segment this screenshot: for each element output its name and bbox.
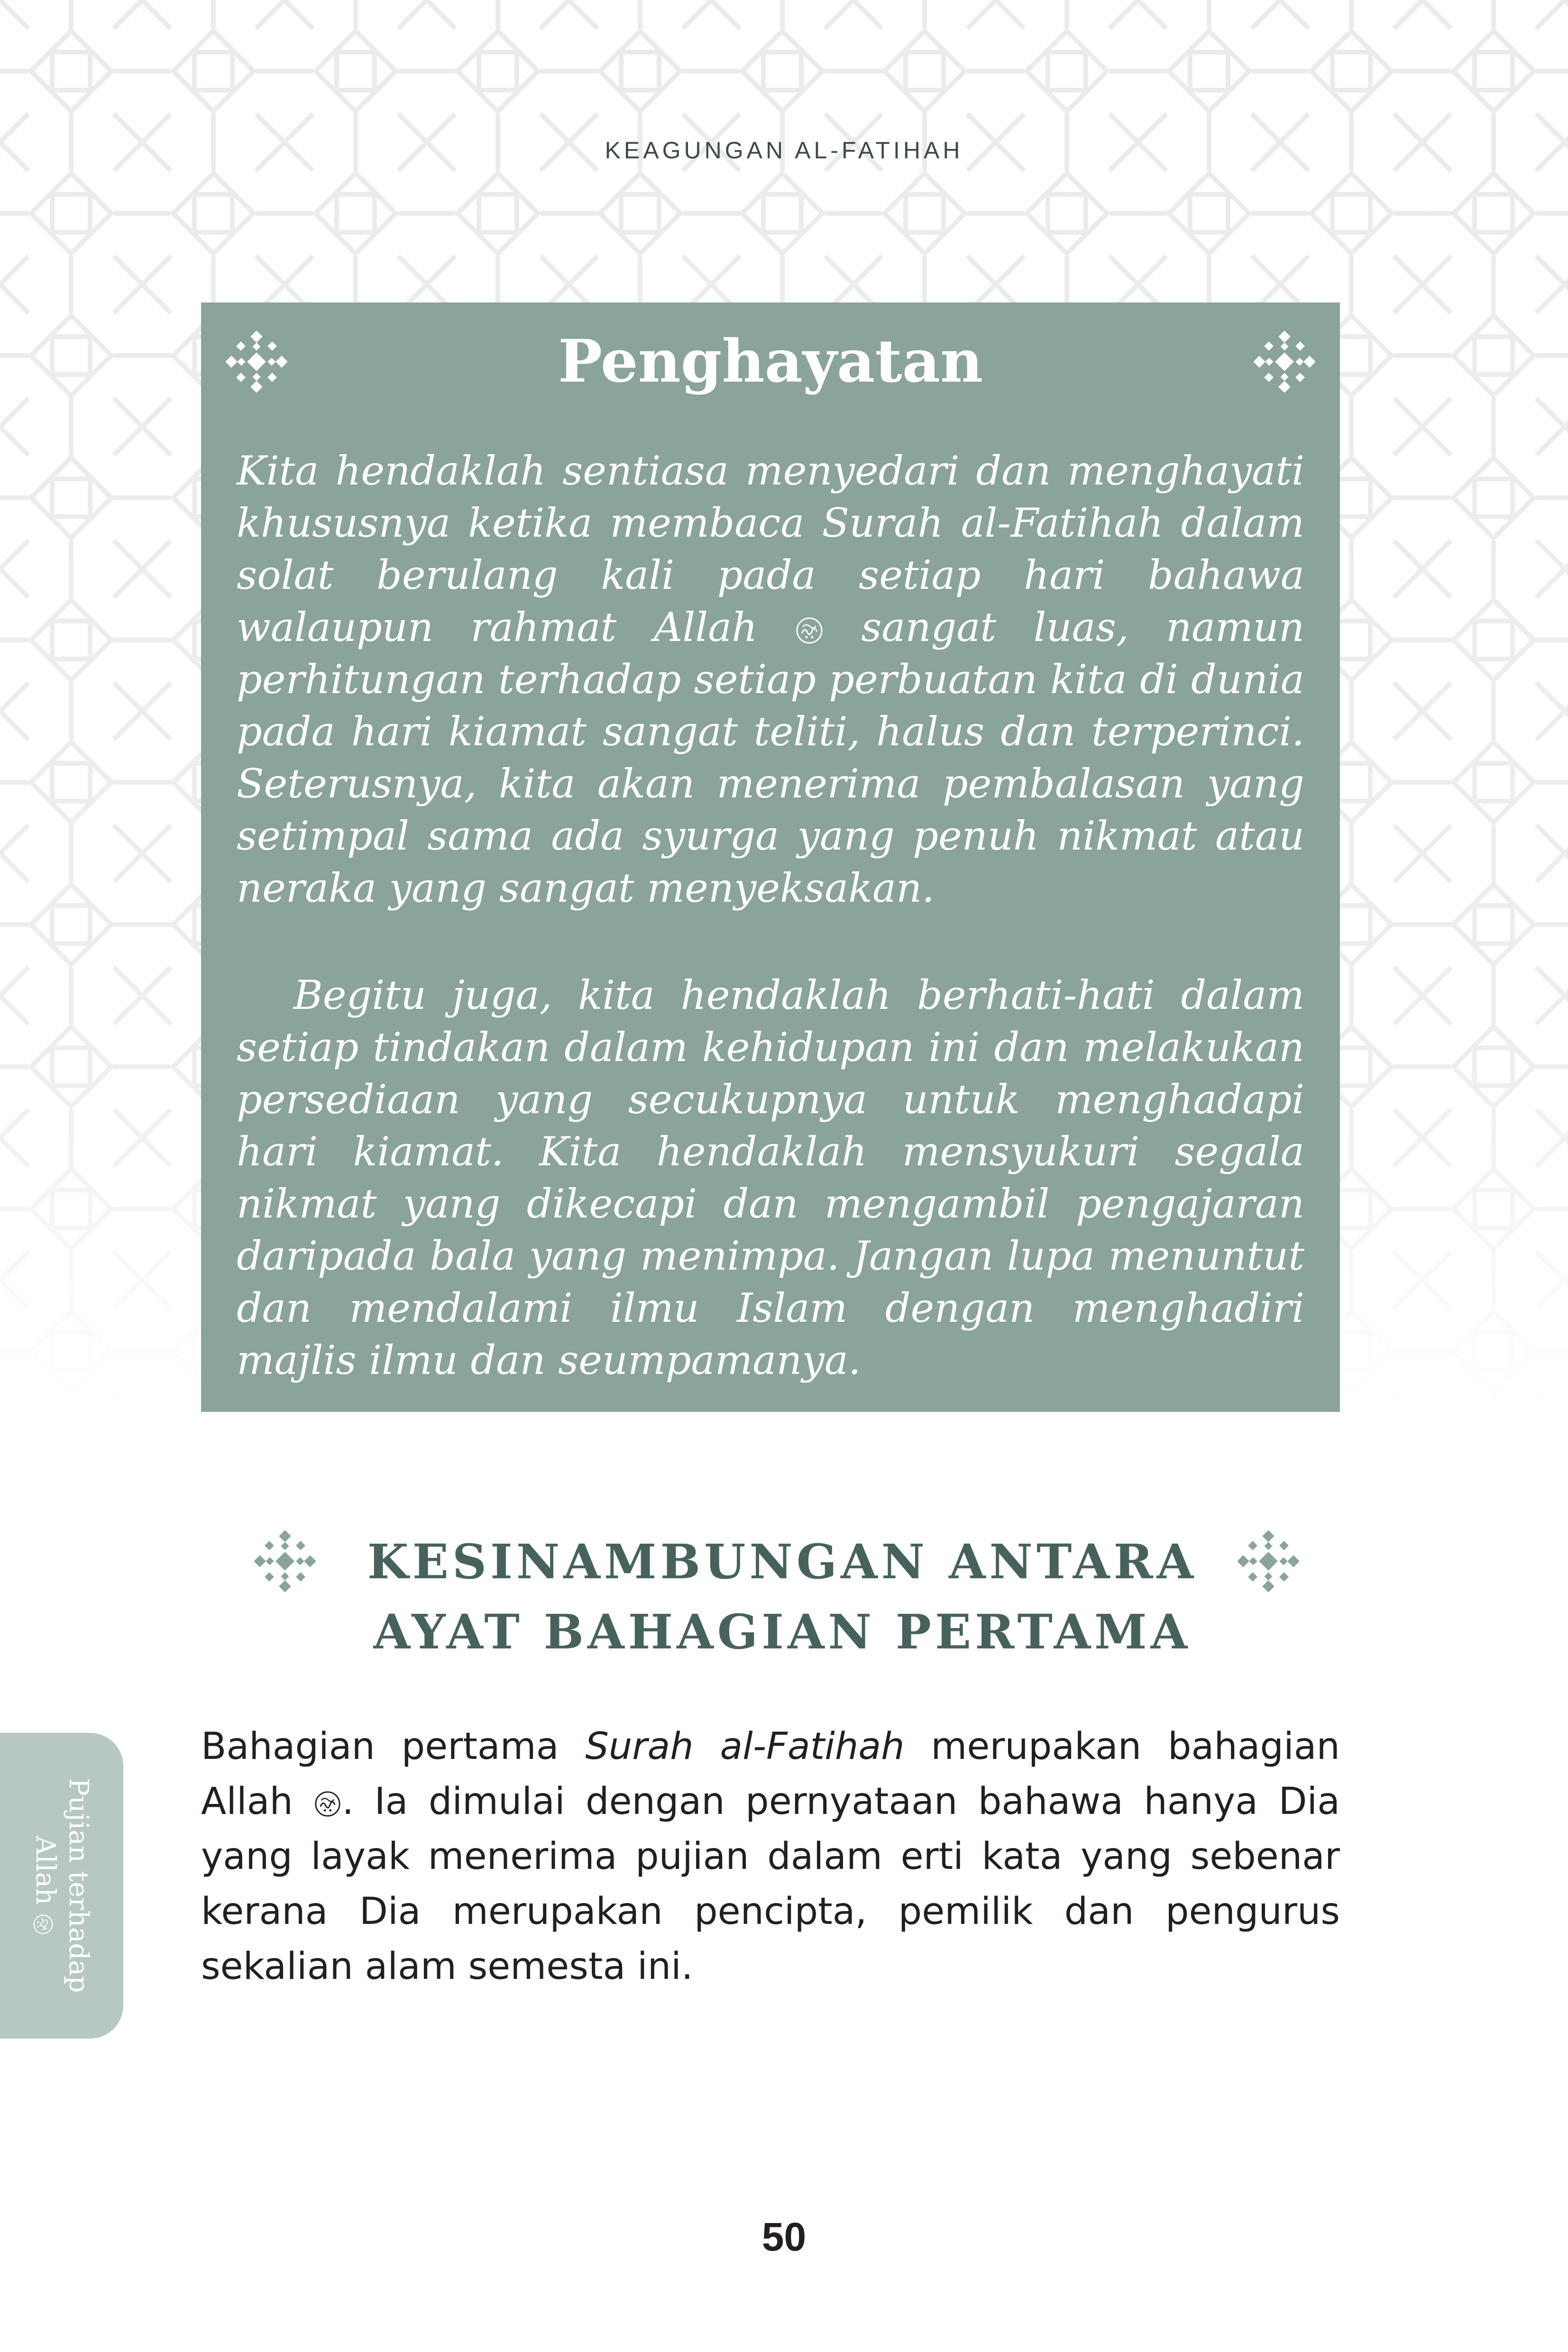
body-text: merupakan bahagian Allah xyxy=(201,1725,1340,1823)
body-text: Bahagian pertama xyxy=(201,1725,586,1768)
box-paragraph-text: Kita hendaklah sentiasa menyedari dan menghayati khususnya ketika membaca Surah al-Fatihah dalam solat berulang kali pada setiap hari bahawa walaupun rahmat Allah xyxy=(237,448,1304,650)
body-text: . Ia dimulai dengan pernyataan bahawa hanya Dia yang layak menerima pujian dalam erti kata yang sebenar kerana Dia merupakan pencipta, pemilik dan pengurus sekalian alam semesta ini. xyxy=(201,1780,1340,1988)
box-paragraph: Begitu juga, kita hendaklah berhati-hati dalam setiap tindakan dalam kehidupan ini dan melakukan persediaan yang secukupnya untuk menghadapi hari kiamat. Kita hendaklah mensyukuri segala nikmat yang dikecapi dan mengambil pengajaran daripada bala yang menimpa. Jangan lupa menuntut dan mendalami ilmu Islam dengan menghadiri majlis ilmu dan seumpamanya. xyxy=(237,972,1304,1383)
reflection-box xyxy=(201,302,1340,1412)
arabic-honorific-icon xyxy=(33,1913,55,1935)
side-tab-line-2 xyxy=(28,1748,62,2023)
arabic-honorific-icon xyxy=(795,616,824,645)
section-heading xyxy=(294,1527,1271,1667)
section-heading-line: AYAT BAHAGIAN PERTAMA xyxy=(373,1604,1192,1660)
body-paragraph xyxy=(201,1719,1340,1994)
surah-name: Surah al-Fatihah xyxy=(585,1725,905,1768)
arabic-honorific-icon xyxy=(313,1790,342,1818)
running-header: KEAGUNGAN AL-FATIHAH xyxy=(605,137,963,164)
side-tab-line: Pujian terhadap xyxy=(63,1778,94,1993)
box-paragraph xyxy=(237,445,1304,914)
box-title: Penghayatan xyxy=(558,327,983,396)
page-number: 50 xyxy=(761,2215,807,2259)
box-paragraph-text: sangat luas, namun perhitungan terhadap setiap perbuatan kita di dunia pada hari kiamat sangat teliti, halus dan terperinci. Seterusnya, kita akan menerima pembalasan yang setimpal sama ada syurga yang penuh nikmat atau neraka yang sangat menyeksakan. xyxy=(237,604,1305,911)
chapter-side-tab xyxy=(0,1733,123,2039)
side-tab-line-text: Allah xyxy=(30,1836,61,1905)
side-tab-label xyxy=(28,1748,95,2023)
section-heading-line: KESINAMBUNGAN ANTARA xyxy=(367,1534,1198,1590)
